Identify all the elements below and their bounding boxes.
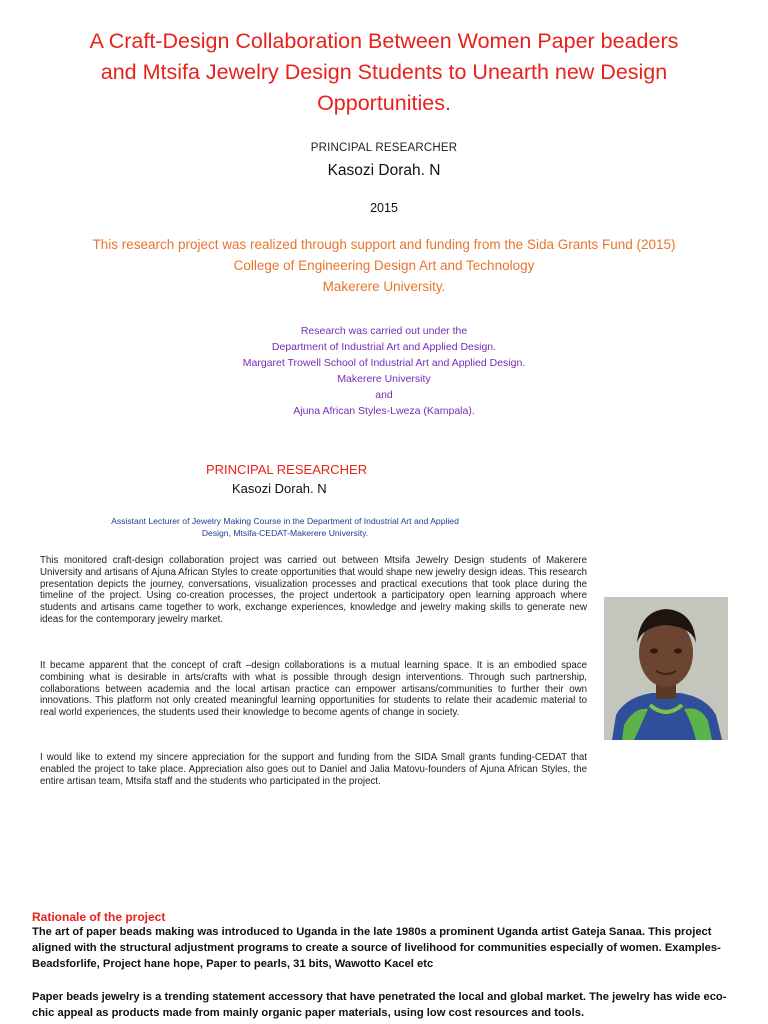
- title-line: A Craft-Design Collaboration Between Women Paper beaders: [89, 29, 679, 53]
- department-line: and: [375, 389, 393, 401]
- year: 2015: [370, 201, 398, 215]
- department-line: Makerere University: [337, 373, 431, 385]
- document-title: [0, 26, 768, 119]
- department-block: [0, 323, 768, 419]
- department-line: Research was carried out under the: [300, 325, 468, 337]
- assistant-line: Assistant Lecturer of Jewelry Making Course in the Department of Industrial Art and Applied: [111, 516, 459, 526]
- portrait-illustration: [604, 597, 728, 740]
- sponsor-line: College of Engineering Design Art and Technology: [233, 258, 535, 273]
- researcher-name: Kasozi Dorah. N: [327, 162, 441, 179]
- researcher-portrait-photo: [604, 597, 728, 740]
- department-line: Department of Industrial Art and Applied Design.: [271, 341, 497, 353]
- acknowledgement-paragraph: I would like to extend my sincere appreciation for the support and funding from the SIDA Small grants funding-CEDAT that enabled the project to take place. Appreciation also goes out to Daniel and Jalia Matovu-founders of Ajuna African Styles, the entire artisan team, Mtsifa staff and the students who participated in the project.: [40, 752, 587, 787]
- assistant-line: Design, Mtsifa-CEDAT-Makerere University.: [201, 528, 369, 538]
- rationale-heading: Rationale of the project: [32, 910, 166, 924]
- sponsor-block: [0, 234, 768, 297]
- findings-paragraph: It became apparent that the concept of craft –design collaborations is a mutual learning space. It is an embodied space combining what is desirable in arts/crafts with what is possible through design interventions. Through such partnership, collaborations between academia and the local artisan practice can empower artisans/communities to further their own innovations. This platform not only created meaningful learning opportunities for students to relate their academic material to real world experiences, the students used their knowledge to become agents of change in society.: [40, 660, 587, 719]
- intro-paragraph: This monitored craft-design collaboration project was carried out between Mtsifa Jewelry Design students of Makerere University and artisans of Ajuna African Styles to create opportunities that would shape new jewelry design ideas. This research presentation depicts the journey, conversations, visualization processes and practical executions that took place during the timeline of the project. Using co-creation processes, the project undertook a participatory open learning approach where students and artisans came together to work, exchange experiences, knowledge and jewelry making skills to generate new ideas for the contemporary jewelry market.: [40, 555, 587, 625]
- rationale-paragraph: The art of paper beads making was introduced to Uganda in the late 1980s a prominent Uganda artist Gateja Sanaa. This project aligned with the structural adjustment programs to create a source of livelihood for communities especially of women. Examples-Beadsforlife, Project hane hope, Paper to pearls, 31 bits, Wawotto Kacel etc: [32, 926, 721, 971]
- sponsor-line: Makerere University.: [322, 279, 446, 294]
- rationale-paragraph: Paper beads jewelry is a trending statement accessory that have penetrated the local and global market. The jewelry has wide eco-chic appeal as products made from mainly organic paper materials, using low cost resources and tools.: [32, 991, 727, 1020]
- department-line: Margaret Trowell School of Industrial Art and Applied Design.: [242, 357, 526, 369]
- department-line: Ajuna African Styles-Lweza (Kampala).: [293, 405, 475, 417]
- researcher-name-2: Kasozi Dorah. N: [232, 481, 327, 496]
- assistant-lecturer-note: [70, 515, 500, 539]
- principal-researcher-label-2: PRINCIPAL RESEARCHER: [206, 462, 368, 477]
- title-line: and Mtsifa Jewelry Design Students to Unearth new Design: [100, 60, 668, 84]
- principal-researcher-label: PRINCIPAL RESEARCHER: [310, 142, 458, 154]
- sponsor-line: This research project was realized through support and funding from the Sida Grants Fund (2015): [92, 237, 676, 252]
- title-line: Opportunities.: [317, 91, 451, 115]
